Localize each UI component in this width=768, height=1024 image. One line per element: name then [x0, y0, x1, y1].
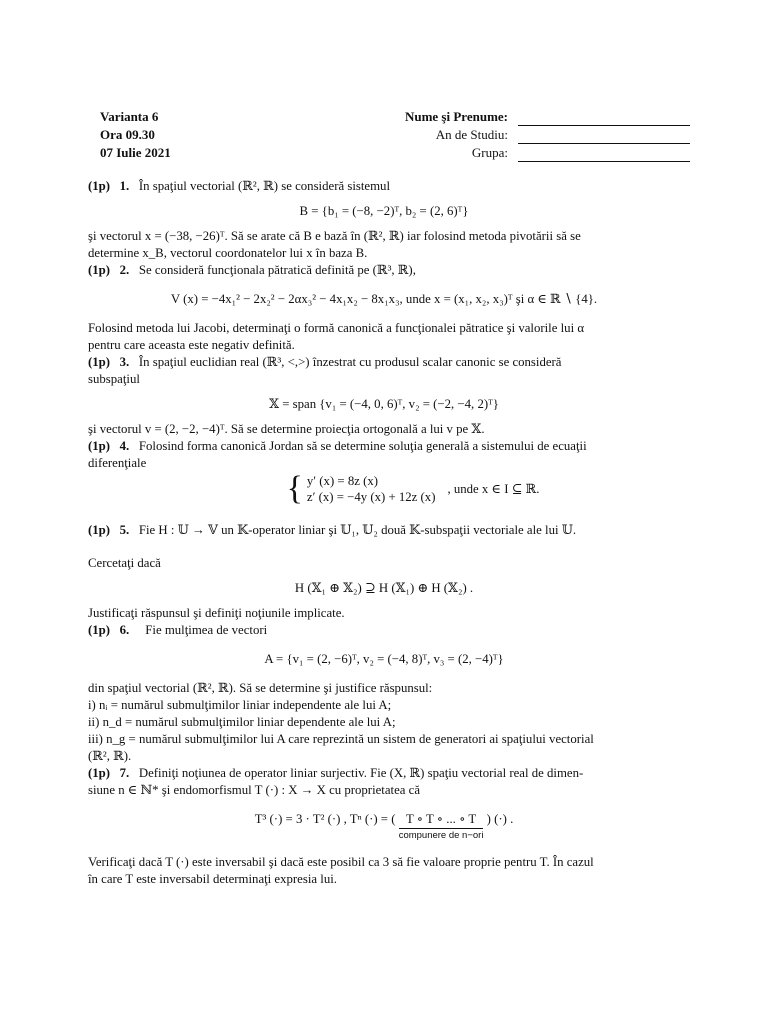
- group-row: [330, 144, 690, 162]
- underbrace-group: [399, 811, 484, 842]
- problem-3-intro: (1p) 3. În spaţiul euclidian real (ℝ³, <,>) înzestrat cu produsul scalar canonic se consideră: [88, 355, 562, 369]
- problem-5-check: Cercetaţi dacă: [88, 556, 161, 570]
- problem-7-eq-left: T³ (·) = 3 · T² (·) , Tⁿ (·) = (: [254, 812, 396, 826]
- problem-2-equation: V (x) = −4x₁² − 2x₂² − 2αx₃² − 4x₁x₂ − 8x₁x₃, unde x = (x₁, x₂, x₃)ᵀ şi α ∈ ℝ ∖ {4}.: [170, 292, 598, 306]
- left-brace-icon: {: [286, 470, 303, 507]
- problem-4-intro-b: diferenţiale: [88, 456, 147, 470]
- problem-5-intro: (1p) 5. Fie H : 𝕌 → 𝕍 un 𝕂-operator liniar şi 𝕌₁, 𝕌₂ două 𝕂-subspaţii vectoriale ale lui 𝕌.: [88, 523, 577, 537]
- date-label: 07 Iulie 2021: [100, 145, 171, 160]
- name-field-line[interactable]: [518, 113, 690, 126]
- underbrace-note: compunere de n−ori: [398, 830, 484, 841]
- problem-6-intro: (1p) 6. Fie mulţimea de vectori: [88, 623, 268, 637]
- problem-7-text-b: în care T este inversabil determinaţi expresia lui.: [88, 872, 337, 886]
- problem-2-text-a: Folosind metoda lui Jacobi, determinaţi o formă canonică a funcţionalei pătratice şi valorile lui α: [88, 321, 585, 335]
- problem-6-item-iii-b: (ℝ², ℝ).: [88, 749, 132, 763]
- problem-6-item-iii-a: iii) n_g = numărul submulţimilor lui A care reprezintă un sistem de generatori ai spaţiului vectorial: [88, 732, 594, 746]
- problem-5-equation: H (𝕏₁ ⊕ 𝕏₂) ⊇ H (𝕏₁) ⊕ H (𝕏₂) .: [294, 581, 474, 595]
- problem-4-system: [146, 472, 680, 506]
- problem-1-equation: B = {b₁ = (−8, −2)ᵀ, b₂ = (2, 6)ᵀ}: [299, 204, 469, 218]
- problem-7-eq-right: ) (·) .: [486, 812, 514, 826]
- name-label: Nume şi Prenume:: [404, 109, 508, 124]
- problem-7-text-a: Verificaţi dacă T (·) este inversabil şi dacă este posibil ca 3 să fie valoare proprie pentru T. În cazul: [88, 855, 594, 869]
- variant-label: Varianta 6: [100, 109, 159, 124]
- system-line-2: z′ (x) = −4y (x) + 12z (x): [306, 490, 436, 504]
- name-row: [330, 108, 690, 126]
- problem-2-text-b: pentru care aceasta este negativ definită.: [88, 338, 295, 352]
- year-label: An de Studiu:: [435, 127, 508, 142]
- problem-6-item-i: i) nᵢ = numărul submulţimilor liniar independente ale lui A;: [88, 698, 392, 712]
- problem-6-item-ii: ii) n_d = numărul submulţimilor liniar dependente ale lui A;: [88, 715, 396, 729]
- problem-3-intro-b: subspaţiul: [88, 372, 140, 386]
- time-label: Ora 09.30: [100, 127, 155, 142]
- problem-7-intro: (1p) 7. Definiţi noţiunea de operator liniar surjectiv. Fie (X, ℝ) spaţiu vectorial real de dimen-: [88, 766, 584, 780]
- problem-4-intro: (1p) 4. Folosind forma canonică Jordan să se determine soluţia generală a sistemului de ecuaţii: [88, 439, 587, 453]
- group-field-line[interactable]: [518, 149, 690, 162]
- problem-3-equation: 𝕏 = span {v₁ = (−4, 0, 6)ᵀ, v₂ = (−2, −4, 2)ᵀ}: [269, 397, 499, 411]
- problem-7-equation: [88, 811, 680, 842]
- problems-section: [88, 178, 680, 888]
- problem-1-intro: (1p) 1. În spaţiul vectorial (ℝ², ℝ) se consideră sistemul: [88, 179, 390, 193]
- underbrace-expression: T ∘ T ∘ ... ∘ T: [399, 811, 484, 829]
- student-info-form: [330, 108, 690, 162]
- year-field-line[interactable]: [518, 131, 690, 144]
- problem-7-intro-b: siune n ∈ ℕ* şi endomorfismul T (·) : X → X cu proprietatea că: [88, 783, 421, 797]
- group-label: Grupa:: [471, 145, 508, 160]
- problem-6-text-a: din spaţiul vectorial (ℝ², ℝ). Să se determine şi justifice răspunsul:: [88, 681, 433, 695]
- problem-5-text-a: Justificaţi răspunsul şi definiţi noţiunile implicate.: [88, 606, 345, 620]
- problem-2-intro: (1p) 2. Se consideră funcţionala pătratică definită pe (ℝ³, ℝ),: [88, 263, 416, 277]
- problem-1-text-a: şi vectorul x = (−38, −26)ᵀ. Să se arate că B e bază în (ℝ², ℝ) iar folosind metoda pivotării să se: [88, 229, 581, 243]
- problem-6-equation: A = {v₁ = (2, −6)ᵀ, v₂ = (−4, 8)ᵀ, v₃ = (2, −4)ᵀ}: [264, 652, 504, 666]
- problem-3-text-a: şi vectorul v = (2, −2, −4)ᵀ. Să se determine proiecţia ortogonală a lui v pe 𝕏.: [88, 422, 485, 436]
- year-row: [330, 126, 690, 144]
- exam-info: [100, 108, 171, 162]
- system-condition: , unde x ∈ I ⊆ ℝ.: [447, 481, 540, 496]
- problem-1-text-b: determine x_B, vectorul coordonatelor lui x în baza B.: [88, 246, 368, 260]
- system-line-1: y′ (x) = 8z (x): [306, 474, 379, 488]
